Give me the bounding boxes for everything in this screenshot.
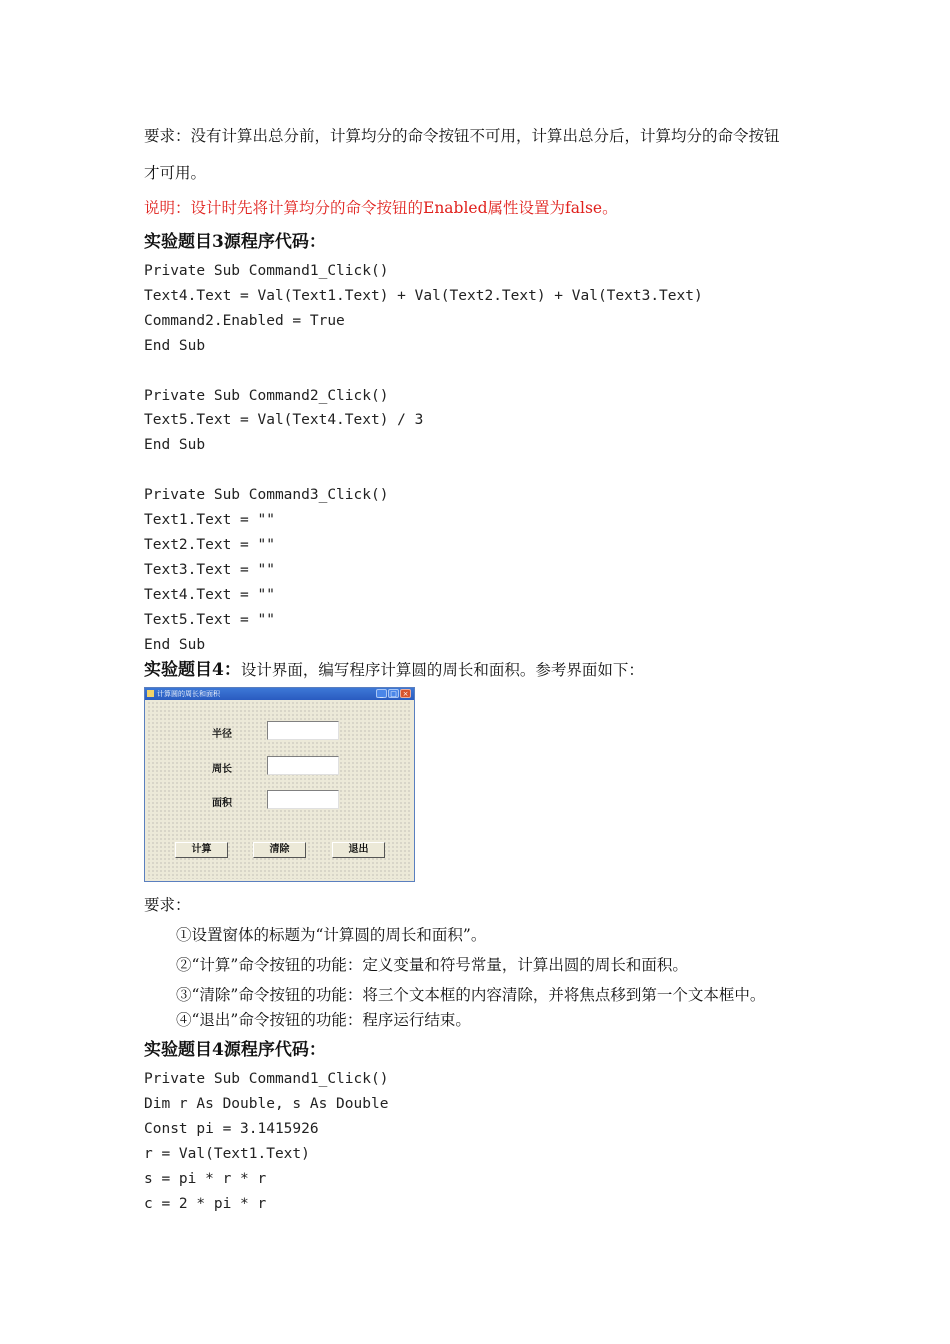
clear-button[interactable]: 清除 [253, 842, 306, 858]
label-circumference: 周长 [212, 764, 232, 775]
requirement-text-line2: 才可用。 [144, 164, 207, 182]
code-block-experiment-3: Private Sub Command1_Click() Text4.Text = Val(Text1.Text) + Val(Text2.Text) + Val(Text3.Text) Command2.Enabled = True End Sub Private Sub Command2_Click() Text5.Text = Val(Text4.Text) / 3 End Sub Private Sub Command3_Click() Text1.Text = "" Text2.Text = "" Text3.Text = "" Text4.Text = "" Text5.Text = "" End Sub [144, 263, 703, 653]
heading-experiment-4-description: 设计界面，编写程序计算圆的周长和面积。参考界面如下： [240, 661, 644, 679]
heading-experiment-4-label: 实验题目4： [144, 660, 241, 680]
code-block-experiment-4: Private Sub Command1_Click() Dim r As Double, s As Double Const pi = 3.1415926 r = Val(Text1.Text) s = pi * r * r c = 2 * pi * r [144, 1071, 389, 1212]
heading-experiment-4-code: 实验题目4源程序代码： [144, 1040, 326, 1060]
requirement-text-line1: 要求：没有计算出总分前，计算均分的命令按钮不可用，计算出总分后，计算均分的命令按钮 [144, 127, 780, 145]
window-controls [376, 689, 411, 698]
label-radius: 半径 [212, 729, 232, 740]
heading-experiment-3-code: 实验题目3源程序代码： [144, 232, 326, 252]
requirement-item-1: ①设置窗体的标题为“计算圆的周长和面积”。 [176, 926, 487, 944]
requirement-item-3: ③“清除”命令按钮的功能：将三个文本框的内容清除，并将焦点移到第一个文本框中。 [176, 986, 766, 1004]
radius-input[interactable] [267, 721, 339, 740]
requirement-item-4: ④“退出”命令按钮的功能：程序运行结束。 [176, 1011, 471, 1029]
calculate-button[interactable]: 计算 [175, 842, 228, 858]
area-input[interactable] [267, 790, 339, 809]
circumference-input[interactable] [267, 756, 339, 775]
form-design-surface [147, 701, 412, 879]
requirement-item-2: ②“计算”命令按钮的功能：定义变量和符号常量，计算出圆的周长和面积。 [176, 956, 688, 974]
label-area: 面积 [212, 798, 232, 809]
maximize-icon[interactable]: □ [388, 689, 399, 698]
minimize-icon[interactable]: _ [376, 689, 387, 698]
app-icon [147, 690, 154, 697]
exit-button[interactable]: 退出 [332, 842, 385, 858]
form-title: 计算圆的周长和面积 [157, 690, 220, 698]
requirements-title: 要求： [144, 896, 191, 914]
vb-form-screenshot [144, 687, 415, 882]
form-title-bar [145, 688, 414, 700]
note-text: 说明：设计时先将计算均分的命令按钮的Enabled属性设置为false。 [144, 199, 618, 217]
close-icon[interactable]: × [400, 689, 411, 698]
heading-experiment-4 [144, 659, 644, 681]
